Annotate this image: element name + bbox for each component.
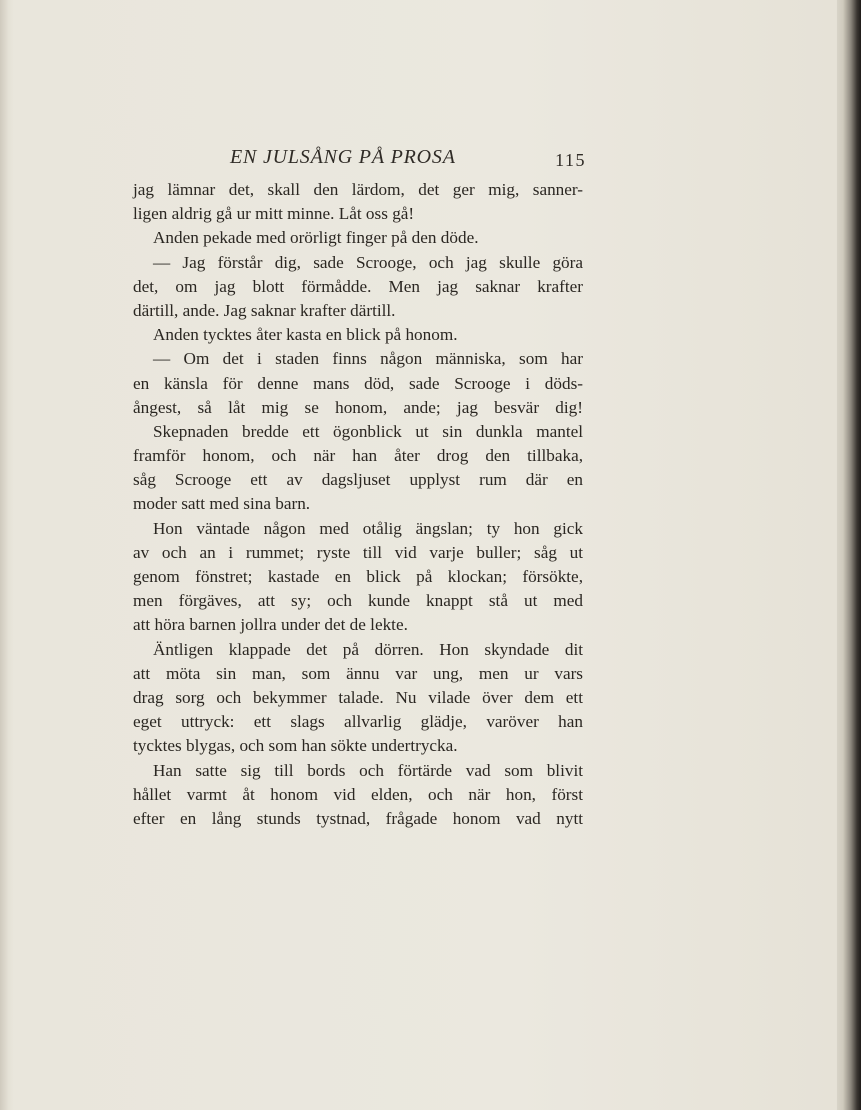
page-edge-shadow [837,0,861,1110]
text-line: därtill, ande. Jag saknar krafter därtill. [133,300,396,320]
text-line: av och an i rummet; ryste till vid varje buller; såg ut [133,542,583,562]
text-line: tycktes blygas, och som han sökte undertrycka. [133,736,458,756]
text-line: att möta sin man, som ännu var ung, men ur vars [133,663,583,683]
page-header [230,146,590,172]
text-line: drag sorg och bekymmer talade. Nu vilade över dem ett [133,687,583,707]
text-line: Anden pekade med orörligt finger på den döde. [153,228,479,248]
text-line: ligen aldrig gå ur mitt minne. Låt oss gå! [133,204,415,224]
text-line: framför honom, och när han åter drog den tillbaka, [133,446,583,466]
text-line: Anden tycktes åter kasta en blick på honom. [153,325,458,345]
text-line: hållet varmt åt honom vid elden, och när hon, först [133,784,583,804]
text-line: ångest, så låt mig se honom, ande; jag besvär dig! [133,397,583,417]
page-gutter-shadow [0,0,8,1110]
text-line: men förgäves, att sy; och kunde knappt stå ut med [133,591,583,611]
text-line: Han satte sig till bords och förtärde vad som blivit [153,760,583,780]
text-line: Äntligen klappade det på dörren. Hon skyndade dit [153,639,583,659]
text-line: såg Scrooge ett av dagsljuset upplyst rum där en [133,470,583,490]
text-line: genom fönstret; kastade en blick på klockan; försökte, [133,567,583,586]
text-line: efter en lång stunds tystnad, frågade honom vad nytt [133,808,583,828]
text-line: — Jag förstår dig, sade Scrooge, och jag skulle göra [153,252,583,272]
text-line: eget uttryck: ett slags allvarlig glädje, varöver han [133,712,583,732]
text-line: — Om det i staden finns någon människa, som har [153,349,583,369]
text-line: att höra barnen jollra under det de lekte. [133,615,408,635]
text-line: jag lämnar det, skall den lärdom, det ger mig, sanner- [133,180,583,199]
running-title: EN JULSÅNG PÅ PROSA [230,146,456,168]
page-number: 115 [555,150,586,170]
text-line: moder satt med sina barn. [133,494,311,514]
text-line: en känsla för denne mans död, sade Scrooge i döds- [133,373,583,393]
body-text [133,178,583,831]
text-line: Hon väntade någon med otålig ängslan; ty hon gick [153,518,583,538]
text-line: det, om jag blott förmådde. Men jag saknar krafter [133,276,583,296]
text-line: Skepnaden bredde ett ögonblick ut sin dunkla mantel [153,421,583,441]
